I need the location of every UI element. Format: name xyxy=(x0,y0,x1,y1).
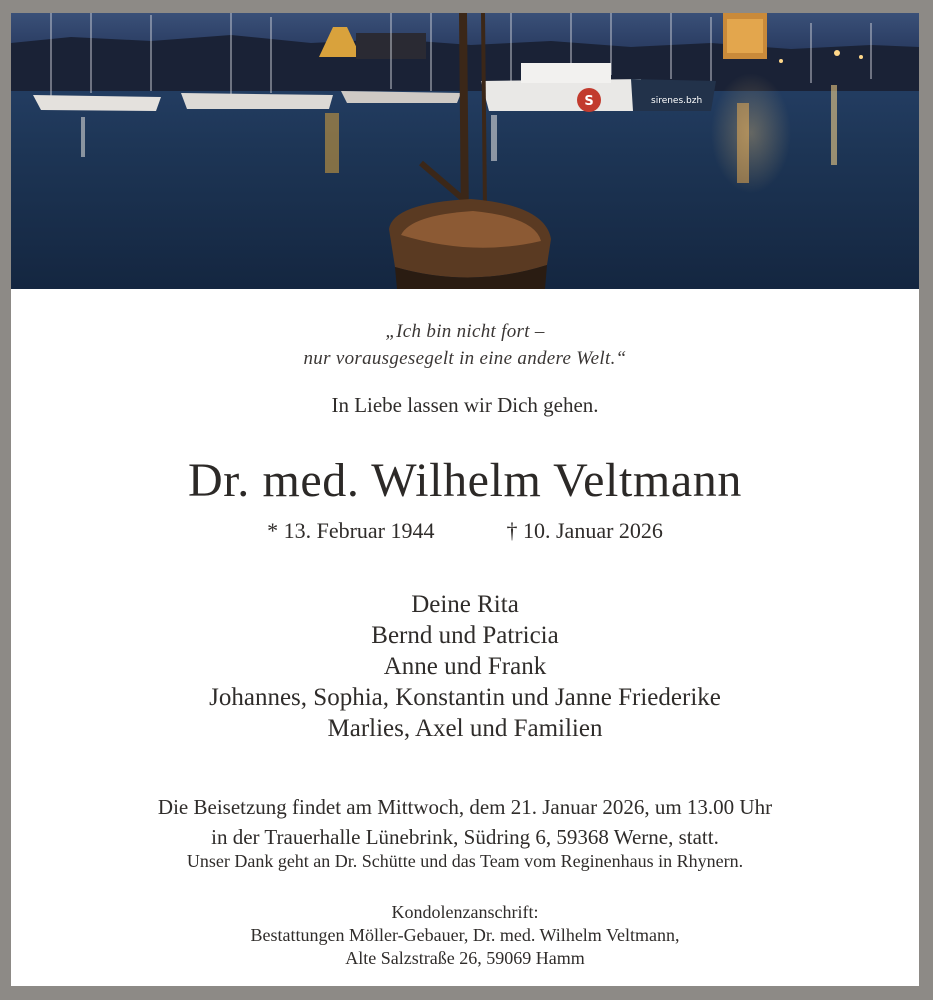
obituary-card xyxy=(11,13,919,986)
boat-text: sirenes.bzh xyxy=(651,96,703,106)
mourner-line: Anne und Frank xyxy=(383,653,547,680)
death-date: † 10. Januar 2026 xyxy=(506,518,663,543)
condolence-label: Kondolenzanschrift: xyxy=(391,902,539,922)
funeral-service-info xyxy=(11,792,919,852)
condolence-address xyxy=(11,901,919,970)
mourner-line: Bernd und Patricia xyxy=(371,622,559,649)
condolence-line-1: Bestattungen Möller-Gebauer, Dr. med. Wilhelm Veltmann, xyxy=(250,925,680,945)
birth-date: * 13. Februar 1944 xyxy=(267,518,435,543)
mourner-line: Marlies, Axel und Familien xyxy=(327,715,603,742)
service-line-2: in der Trauerhalle Lünebrink, Südring 6, 59368 Werne, statt. xyxy=(211,825,719,849)
harbor-photo xyxy=(11,13,919,289)
mourners-list xyxy=(11,589,919,744)
boat-logo-letter: S xyxy=(584,94,594,109)
mourner-line: Deine Rita xyxy=(411,591,519,618)
mourner-line: Johannes, Sophia, Konstantin und Janne Friederike xyxy=(209,684,721,711)
quote-line-1: „Ich bin nicht fort – xyxy=(385,321,545,342)
quote-line-2: nur vorausgesegelt in eine andere Welt.“ xyxy=(303,348,627,369)
condolence-line-2: Alte Salzstraße 26, 59069 Hamm xyxy=(345,948,585,968)
service-line-1: Die Beisetzung findet am Mittwoch, dem 21. Januar 2026, um 13.00 Uhr xyxy=(157,795,773,819)
life-dates xyxy=(11,518,919,544)
thanks-text: Unser Dank geht an Dr. Schütte und das Team vom Reginenhaus in Rhynern. xyxy=(186,851,744,871)
quote xyxy=(11,318,919,372)
deceased-name: Dr. med. Wilhelm Veltmann xyxy=(188,454,742,507)
intro-text: In Liebe lassen wir Dich gehen. xyxy=(331,393,599,417)
